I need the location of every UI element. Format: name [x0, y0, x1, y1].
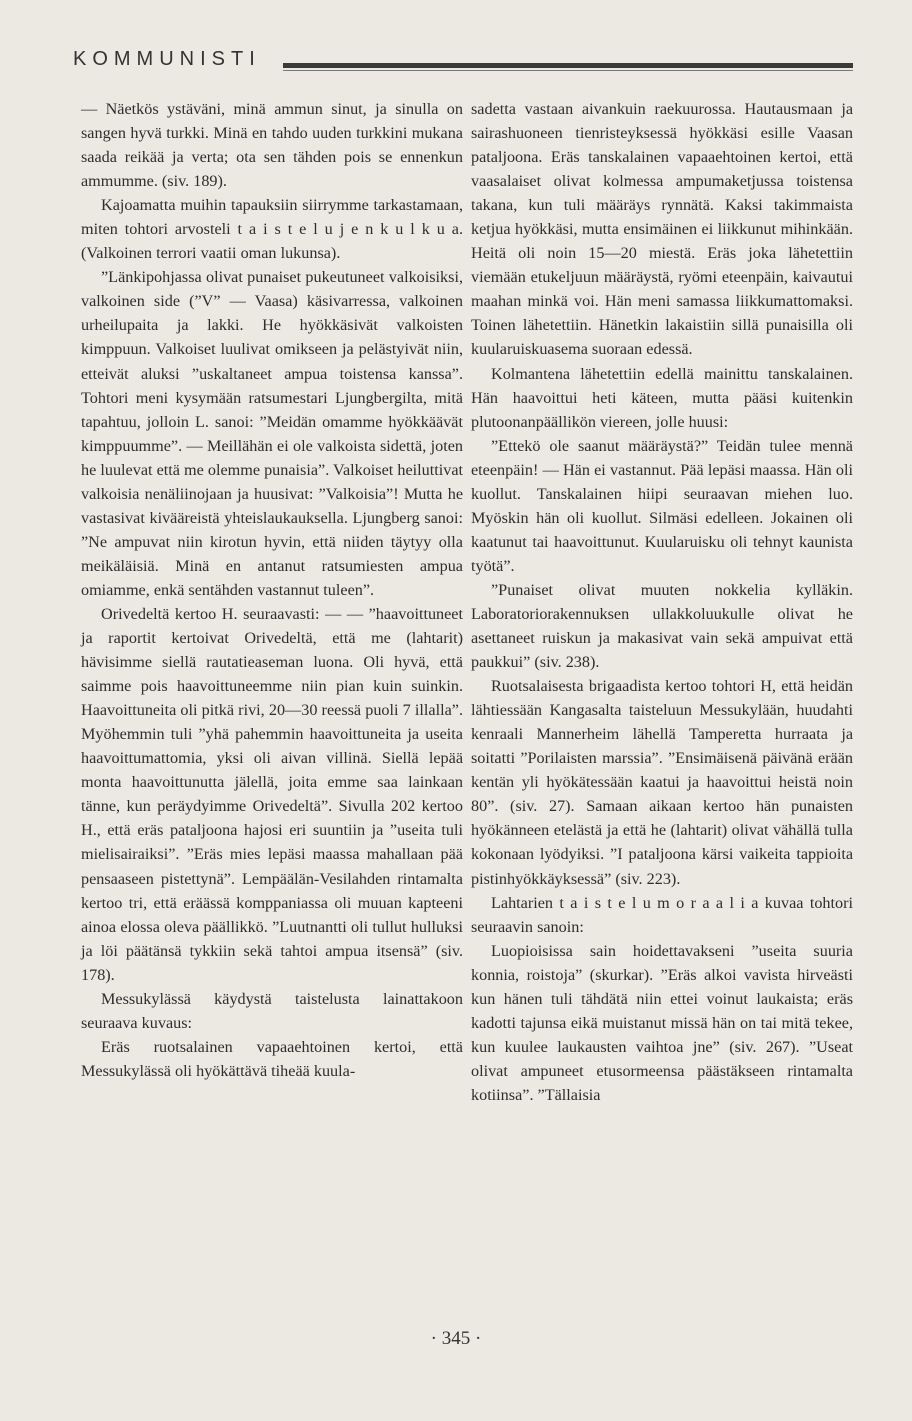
paragraph: Eräs ruotsalainen vapaaehtoinen kertoi, että Messukylässä oli hyökättävä tiheää kuula- [81, 1037, 463, 1080]
paragraph: Messukylässä käydystä taistelusta lainattakoon seuraava kuvaus: [81, 989, 463, 1032]
running-header [73, 44, 853, 80]
right-column [471, 97, 853, 1107]
page-number: · 345 · [430, 1328, 482, 1349]
paragraph: Lahtarien t a i s t e l u m o r a a l i a kuvaa tohtori seuraavin sanoin: [471, 893, 853, 936]
journal-title: KOMMUNISTI [73, 48, 261, 70]
header-rule [283, 63, 853, 68]
paragraph: Kolmantena lähetettiin edellä mainittu tanskalainen. Hän haavoittui heti käteen, mutta pääsi kuitenkin plutoonanpäällikön viereen, jolle huusi: [471, 364, 853, 431]
left-column [81, 97, 463, 1083]
paragraph: ”Länkipohjassa olivat punaiset pukeutuneet valkoisiksi, valkoinen side (”V” — Vaasa) käsivarressa, valkoinen urheilupaita ja lakki. He hyökkäsivät valkoisten kimppuun. Valkoiset luulivat omikseen ja pelästyivät niin, etteivät aluksi ”uskaltaneet ampua toistensa kanssa”. Tohtori meni kysymään ratsumestari Ljungbergilta, mitä tapahtuu, jolloin L. sanoi: ”Meidän omamme hyökkäävät kimppuumme”. — Meillähän ei ole valkoista sidettä, joten he luulevat että me olemme punaisia”. Valkoiset heiluttivat valkoisia nenäliinojaan ja huusivat: ”Valkoisia”! Mutta he vastasivat kivääreistä yhteislaukauksella. Ljungberg sanoi: ”Ne ampuvat niin kirotun hyvin, että niiden täytyy olla meikäläisiä. Minä en antanut ratsumiesten ampua omiamme, enkä sentähden vastannut tuleen”. [81, 268, 463, 599]
paragraph: — Näetkös ystäväni, minä ammun sinut, ja sinulla on sangen hyvä turkki. Minä en tahdo uuden turkkini mukana saada reikää ja verta; ota sen tähden pois se ennenkun ammumme. (siv. 189). [81, 100, 463, 191]
paragraph: Luopioisissa sain hoidettavakseni ”useita suuria konnia, roistoja” (skurkar). ”Eräs alkoi vavista hirveästi kun hänen tuli tähdätä niin ettei voinut laukaista; eräs kadotti tajunsa eikä muistanut missä hän on tai mitä tekee, kun kuulee laukausten vaihtoa jne” (siv. 267). ”Useat olivat ampuneet etusormeensa päästäkseen rintamalta kotiinsa”. ”Tällaisia [471, 941, 853, 1104]
paragraph: ”Punaiset olivat muuten nokkelia kylläkin. Laboratoriorakennuksen ullakkoluukulle olivat he asettaneet ruiskun ja makasivat vain sekä ampuivat että paukkui” (siv. 238). [471, 580, 853, 672]
paragraph: Ruotsalaisesta brigaadista kertoo tohtori H, että heidän lähtiessään Kangasalta taisteluun Messukylään, huudahti kenraali Mannerheim lähellä Tamperetta hurraata ja soitatti ”Porilaisten marssia”. ”Ensimäisenä päivänä erään kentän yli hyökätessään kaatui ja haavoittui heistä noin 80”. (siv. 27). Samaan aikaan kertoo hän punaisten hyökänneen etelästä ja että he (lahtarit) olivat vähällä tulla kokonaan lyödyiksi. ”I pataljoona kärsi vaikeita tappioita pistinhyökkäyksessä” (siv. 223). [471, 677, 853, 888]
paragraph: sadetta vastaan aivankuin raekuurossa. Hautausmaan ja sairashuoneen tienristeyksessä hyökkäsi esille Vaasan pataljoona. Eräs tanskalainen vapaaehtoinen kertoi, että vaasalaiset olivat kolmessa ampumaketjussa toistensa takana, kun tuli määräys rynnätä. Kaksi takimmaista ketjua hyökkäsi, mutta ensimäinen ei liikkunut mihinkään. Heitä oli noin 15—20 miestä. Eräs joka lähetettiin viemään etukeljuun määräystä, ryömi eteenpäin, kaivautui maahan minkä voi. Hän meni samassa liikkumattomaksi. Toinen lähetettiin. Hänetkin lakaistiin sillä punaisilla oli kuularuiskuasema suoraan edessä. [471, 100, 853, 359]
paragraph: ”Ettekö ole saanut määräystä?” Teidän tulee mennä eteenpäin! — Hän ei vastannut. Pää lepäsi maassa. Hän oli kuollut. Tanskalainen hiipi seuraavan miehen luo. Myöskin hän oli kuollut. Silmäsi edelleen. Jokainen oli kaatunut tai haavoittunut. Kuularuisku oli tehnyt kaunista työtä”. [471, 436, 853, 575]
paragraph: Orivedeltä kertoo H. seuraavasti: — — ”haavoittuneet ja raportit kertoivat Orivedeltä, että me (lahtarit) hävisimme siellä rautatieaseman luona. Oli hyvä, että saimme pois haavoittuneemme niin pian kuin suinkin. Haavoittuneita oli pitkä rivi, 20—30 reessä puoli 7 illalla”. Myöhemmin tuli ”yhä pahemmin haavoittuneita ja useita haavoittumattomia, yksi oli aivan villinä. Siellä lepää monta haavoittunutta jälellä, joita emme saa lainkaan tänne, kun peräydyimme Orivedeltä”. Sivulla 202 kertoo H., että eräs pataljoona hajosi eri suuntiin ja ”useita tuli mielisairaiksi”. ”Eräs mies lepäsi maassa mahallaan pää pensaaseen pistettynä”. Lempäälän-Vesilahden rintamalta kertoo tri, että eräässä komppaniassa oli muuan kapteeni ainoa elossa oleva päällikkö. ”Luutnantti oli tullut hulluksi ja löi päätänsä tykkiin sekä tahtoi ampua itsensä” (siv. 178). [81, 604, 463, 984]
header-rule-thin [283, 70, 853, 71]
paragraph: Kajoamatta muihin tapauksiin siirrymme tarkastamaan, miten tohtori arvosteli t a i s t e l u j e n k u l k u a. (Valkoinen terrori vaatii oman lukunsa). [81, 196, 463, 263]
